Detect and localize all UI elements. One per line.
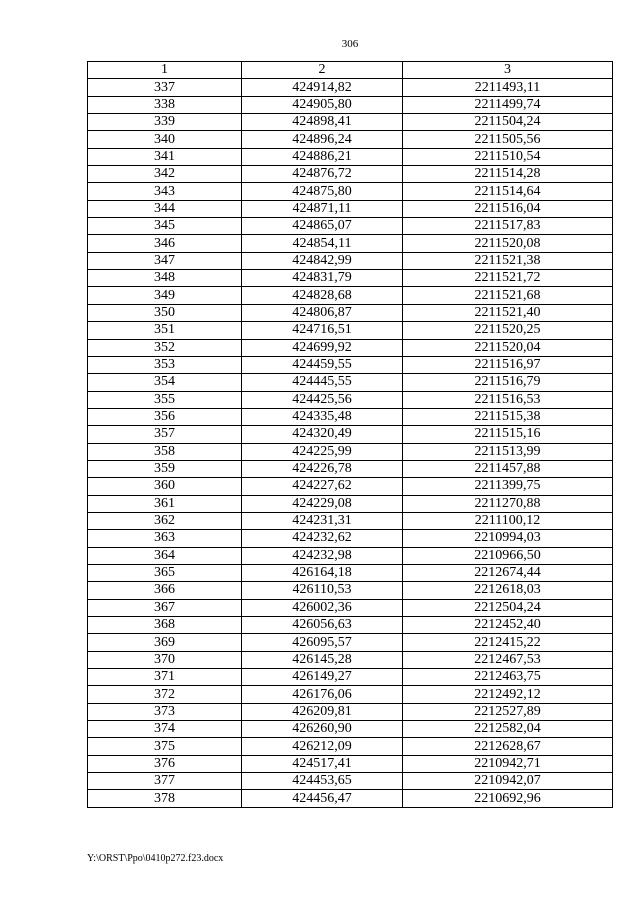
coordinate-y-cell: 2211514,28 (403, 166, 613, 183)
table-row (88, 599, 613, 616)
table-row (88, 166, 613, 183)
coordinate-y-cell: 2211520,04 (403, 339, 613, 356)
table-row (88, 79, 613, 96)
coordinate-y-cell: 2211520,25 (403, 322, 613, 339)
table-row (88, 669, 613, 686)
column-header-3: 3 (403, 62, 613, 79)
point-number-cell: 342 (88, 166, 242, 183)
coordinate-x-cell: 426056,63 (242, 617, 403, 634)
point-number-cell: 367 (88, 599, 242, 616)
table-row (88, 721, 613, 738)
coordinate-x-cell: 424320,49 (242, 426, 403, 443)
table-row (88, 530, 613, 547)
coordinate-y-cell: 2211521,40 (403, 304, 613, 321)
coordinates-table (87, 61, 613, 808)
coordinate-y-cell: 2210942,71 (403, 755, 613, 772)
table-row (88, 218, 613, 235)
table-body (88, 79, 613, 807)
column-header-1: 1 (88, 62, 242, 79)
coordinate-x-cell: 424875,80 (242, 183, 403, 200)
document-file-path: Y:\ORST\Ppo\0410p272.f23.docx (87, 853, 224, 864)
coordinate-x-cell: 426149,27 (242, 669, 403, 686)
table-row (88, 495, 613, 512)
coordinate-x-cell: 424871,11 (242, 200, 403, 217)
table-row (88, 582, 613, 599)
coordinate-y-cell: 2211399,75 (403, 478, 613, 495)
point-number-cell: 373 (88, 703, 242, 720)
table-row (88, 651, 613, 668)
coordinate-y-cell: 2211521,68 (403, 287, 613, 304)
coordinate-x-cell: 424828,68 (242, 287, 403, 304)
coordinate-x-cell: 424886,21 (242, 148, 403, 165)
coordinate-y-cell: 2212463,75 (403, 669, 613, 686)
coordinate-x-cell: 426110,53 (242, 582, 403, 599)
point-number-cell: 352 (88, 339, 242, 356)
table-row (88, 686, 613, 703)
point-number-cell: 355 (88, 391, 242, 408)
coordinate-y-cell: 2211457,88 (403, 460, 613, 477)
coordinate-x-cell: 424842,99 (242, 252, 403, 269)
table-row (88, 339, 613, 356)
table-row (88, 617, 613, 634)
table-row (88, 408, 613, 425)
table-row (88, 270, 613, 287)
coordinate-x-cell: 424232,62 (242, 530, 403, 547)
coordinate-x-cell: 426145,28 (242, 651, 403, 668)
coordinate-y-cell: 2211516,53 (403, 391, 613, 408)
point-number-cell: 365 (88, 564, 242, 581)
coordinate-x-cell: 426164,18 (242, 564, 403, 581)
point-number-cell: 378 (88, 790, 242, 807)
coordinate-x-cell: 426209,81 (242, 703, 403, 720)
coordinate-y-cell: 2211516,04 (403, 200, 613, 217)
table-header-row (88, 62, 613, 79)
table-row (88, 200, 613, 217)
table-row (88, 426, 613, 443)
table-row (88, 755, 613, 772)
table-row (88, 512, 613, 529)
coordinate-x-cell: 424453,65 (242, 773, 403, 790)
point-number-cell: 374 (88, 721, 242, 738)
coordinate-y-cell: 2211514,64 (403, 183, 613, 200)
table-row (88, 114, 613, 131)
coordinate-y-cell: 2212415,22 (403, 634, 613, 651)
coordinate-y-cell: 2211504,24 (403, 114, 613, 131)
coordinate-x-cell: 424232,98 (242, 547, 403, 564)
table-row (88, 460, 613, 477)
table-row (88, 790, 613, 807)
coordinate-x-cell: 424831,79 (242, 270, 403, 287)
point-number-cell: 359 (88, 460, 242, 477)
table-row (88, 478, 613, 495)
point-number-cell: 377 (88, 773, 242, 790)
coordinate-x-cell: 424445,55 (242, 374, 403, 391)
point-number-cell: 354 (88, 374, 242, 391)
coordinate-x-cell: 424425,56 (242, 391, 403, 408)
coordinate-x-cell: 424905,80 (242, 96, 403, 113)
coordinate-x-cell: 424459,55 (242, 356, 403, 373)
coordinate-y-cell: 2211517,83 (403, 218, 613, 235)
point-number-cell: 337 (88, 79, 242, 96)
table-row (88, 564, 613, 581)
coordinate-x-cell: 424854,11 (242, 235, 403, 252)
point-number-cell: 338 (88, 96, 242, 113)
point-number-cell: 350 (88, 304, 242, 321)
table-row (88, 131, 613, 148)
table-row (88, 287, 613, 304)
point-number-cell: 346 (88, 235, 242, 252)
point-number-cell: 341 (88, 148, 242, 165)
point-number-cell: 347 (88, 252, 242, 269)
coordinate-y-cell: 2212628,67 (403, 738, 613, 755)
table-row (88, 148, 613, 165)
table-row (88, 183, 613, 200)
point-number-cell: 358 (88, 443, 242, 460)
point-number-cell: 376 (88, 755, 242, 772)
table-row (88, 443, 613, 460)
coordinate-x-cell: 424226,78 (242, 460, 403, 477)
point-number-cell: 361 (88, 495, 242, 512)
coordinate-x-cell: 424335,48 (242, 408, 403, 425)
point-number-cell: 368 (88, 617, 242, 634)
point-number-cell: 364 (88, 547, 242, 564)
point-number-cell: 344 (88, 200, 242, 217)
coordinate-y-cell: 2211520,08 (403, 235, 613, 252)
point-number-cell: 362 (88, 512, 242, 529)
coordinate-y-cell: 2212467,53 (403, 651, 613, 668)
coordinate-y-cell: 2210942,07 (403, 773, 613, 790)
coordinate-y-cell: 2211513,99 (403, 443, 613, 460)
coordinate-x-cell: 426002,36 (242, 599, 403, 616)
coordinate-x-cell: 424876,72 (242, 166, 403, 183)
point-number-cell: 340 (88, 131, 242, 148)
table-row (88, 738, 613, 755)
coordinate-y-cell: 2212504,24 (403, 599, 613, 616)
point-number-cell: 370 (88, 651, 242, 668)
coordinate-y-cell: 2211505,56 (403, 131, 613, 148)
table-row (88, 703, 613, 720)
coordinate-y-cell: 2211499,74 (403, 96, 613, 113)
table-row (88, 96, 613, 113)
point-number-cell: 348 (88, 270, 242, 287)
column-header-2: 2 (242, 62, 403, 79)
coordinate-y-cell: 2211521,38 (403, 252, 613, 269)
coordinate-x-cell: 424229,08 (242, 495, 403, 512)
coordinate-y-cell: 2211100,12 (403, 512, 613, 529)
coordinate-x-cell: 424716,51 (242, 322, 403, 339)
coordinate-y-cell: 2212492,12 (403, 686, 613, 703)
coordinate-y-cell: 2210994,03 (403, 530, 613, 547)
coordinate-x-cell: 424699,92 (242, 339, 403, 356)
coordinate-y-cell: 2212674,44 (403, 564, 613, 581)
coordinate-x-cell: 424865,07 (242, 218, 403, 235)
table-row (88, 356, 613, 373)
coordinate-x-cell: 426260,90 (242, 721, 403, 738)
coordinate-y-cell: 2210966,50 (403, 547, 613, 564)
coordinate-y-cell: 2211516,79 (403, 374, 613, 391)
coordinate-x-cell: 426176,06 (242, 686, 403, 703)
coordinate-y-cell: 2210692,96 (403, 790, 613, 807)
table-row (88, 374, 613, 391)
coordinate-x-cell: 426212,09 (242, 738, 403, 755)
point-number-cell: 371 (88, 669, 242, 686)
table-row (88, 634, 613, 651)
point-number-cell: 351 (88, 322, 242, 339)
coordinate-y-cell: 2211493,11 (403, 79, 613, 96)
point-number-cell: 360 (88, 478, 242, 495)
point-number-cell: 366 (88, 582, 242, 599)
point-number-cell: 372 (88, 686, 242, 703)
table-row (88, 252, 613, 269)
point-number-cell: 363 (88, 530, 242, 547)
coordinate-y-cell: 2212618,03 (403, 582, 613, 599)
coordinate-x-cell: 424806,87 (242, 304, 403, 321)
coordinate-y-cell: 2211516,97 (403, 356, 613, 373)
point-number-cell: 353 (88, 356, 242, 373)
coordinate-y-cell: 2212527,89 (403, 703, 613, 720)
point-number-cell: 349 (88, 287, 242, 304)
coordinate-x-cell: 424896,24 (242, 131, 403, 148)
coordinate-y-cell: 2211515,38 (403, 408, 613, 425)
table-row (88, 322, 613, 339)
table-row (88, 235, 613, 252)
coordinate-x-cell: 424231,31 (242, 512, 403, 529)
coordinate-x-cell: 424225,99 (242, 443, 403, 460)
table-row (88, 391, 613, 408)
table-row (88, 304, 613, 321)
point-number-cell: 369 (88, 634, 242, 651)
coordinate-x-cell: 424227,62 (242, 478, 403, 495)
point-number-cell: 339 (88, 114, 242, 131)
coordinate-x-cell: 424456,47 (242, 790, 403, 807)
coordinate-y-cell: 2211521,72 (403, 270, 613, 287)
coordinate-y-cell: 2212452,40 (403, 617, 613, 634)
coordinate-x-cell: 424898,41 (242, 114, 403, 131)
page-number: 306 (341, 38, 359, 50)
point-number-cell: 345 (88, 218, 242, 235)
table-row (88, 547, 613, 564)
coordinate-y-cell: 2212582,04 (403, 721, 613, 738)
coordinate-y-cell: 2211270,88 (403, 495, 613, 512)
table-row (88, 773, 613, 790)
coordinate-y-cell: 2211515,16 (403, 426, 613, 443)
coordinate-x-cell: 426095,57 (242, 634, 403, 651)
point-number-cell: 343 (88, 183, 242, 200)
point-number-cell: 357 (88, 426, 242, 443)
coordinate-y-cell: 2211510,54 (403, 148, 613, 165)
coordinate-x-cell: 424517,41 (242, 755, 403, 772)
point-number-cell: 356 (88, 408, 242, 425)
coordinate-x-cell: 424914,82 (242, 79, 403, 96)
point-number-cell: 375 (88, 738, 242, 755)
